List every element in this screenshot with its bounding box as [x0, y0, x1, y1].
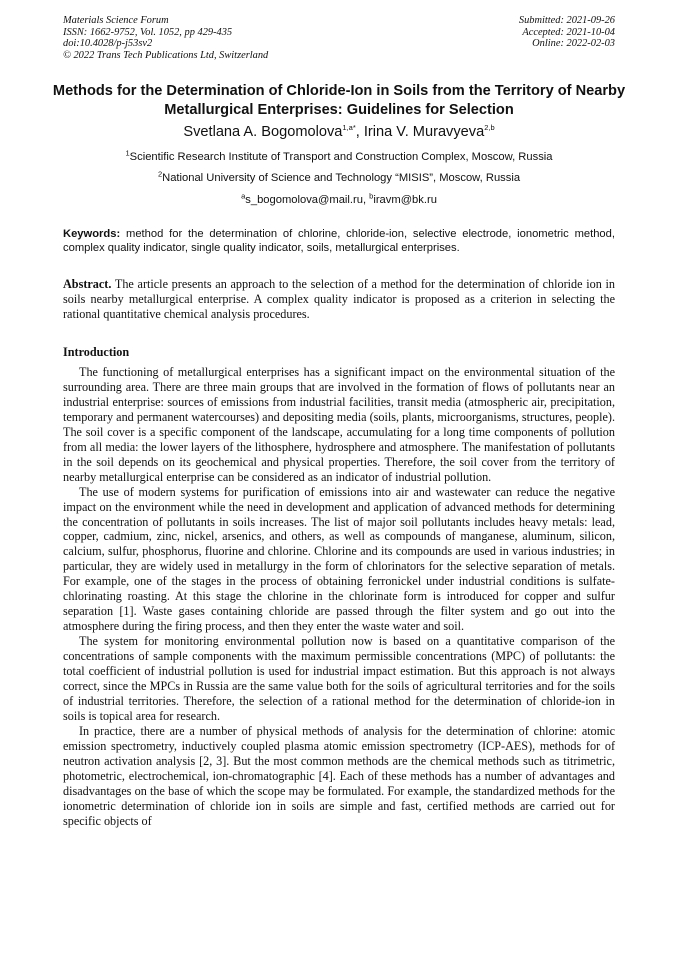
journal-name: Materials Science Forum — [63, 15, 169, 26]
accepted-date: Accepted: 2021-10-04 — [522, 26, 615, 38]
dates-info — [519, 15, 615, 50]
author-affiliation-mark: 1,a* — [342, 123, 356, 133]
affiliation-text: Scientific Research Institute of Transport and Construction Complex, Moscow, Russia — [129, 151, 553, 163]
paragraph: The use of modern systems for purification of emissions into air and wastewater can reduce the negative impact on the environment while the need in development and application of advanced methods for determining the concentration of pollutants in soils increases. The list of major soil pollutants includes heavy metals: lead, copper, cadmium, zinc, nickel, arsenics, and others, as well as compounds of manganese, aluminum, silicon, calcium, sulfur, phosphorus, fluorine and chlorine. Chlorine and its compounds are used in various industries; in particular, they are widely used in metallurgy in the form of chlorinators for the selective separation of metals. For example, one of the stages in the process of obtaining ferronickel under industrial conditions is sulfate-chlorinating roasting. At this stage the chlorine in the chlorinate form is introduced for copper and sulfur separation [1]. Waste gases containing chloride are passed through the filter system and go out into the atmosphere during the firing process, and then they enter the waste water and soil. — [63, 484, 615, 634]
affiliation-2 — [0, 169, 678, 184]
abstract-text: The article presents an approach to the selection of a method for the determination of chloride ion in soils nearby metallurgical enterprise. A complex quality indicator is proposed as a criterion in selecting the rational quantitative chemical analysis procedures. — [63, 277, 615, 322]
keywords-label: Keywords: — [63, 228, 121, 240]
author-affiliation-mark: 2,b — [484, 123, 495, 133]
author-list — [0, 124, 678, 140]
email-mark: a — [241, 191, 246, 201]
email-link[interactable]: s_bogomolova@mail.ru, — [245, 194, 370, 206]
paragraph: In practice, there are a number of physical methods of analysis for the determination of chlorine: atomic emission spectrometry, inductively coupled plasma atomic emission spectrometry (ICP-AES), methods for of neutron activation analysis [2, 3]. But the most common methods are the chemical methods such as titrimetric, photometric, electrochemical, ion-chromatographic [4]. Each of these methods has a number of advantages and disadvantages on the base of which the scope may be formulated. For example, the standardized methods for the ionometric determination of chloride ion in soils are simple and fast, certified methods are carried out for specific objects of — [63, 723, 615, 828]
abstract-block — [63, 277, 615, 322]
email-link[interactable]: iravm@bk.ru — [373, 194, 437, 206]
issn-line: ISSN: 1662-9752, Vol. 1052, pp 429-435 — [63, 26, 233, 38]
copyright-line: © 2022 Trans Tech Publications Ltd, Switzerland — [63, 49, 269, 61]
section-heading: Introduction — [63, 345, 130, 359]
keywords-text: method for the determination of chlorine, chloride-ion, selective electrode, ionometric method, complex quality indicator, single quality indicator, soils, metallurgical enterprises. — [63, 228, 615, 254]
email-mark: b — [369, 191, 374, 201]
paragraph: The functioning of metallurgical enterprises has a significant impact on the environmental situation of the surrounding area. There are three main groups that are involved in the formation of flows of pollutants near an industrial enterprise: sources of emissions from industrial facilities, transit media (atmospheric air, precipitation, temporary and permanent watercourses) and depositing media (soils, plants, microorganisms, structures, people). The soil cover is a specific component of the landscape, accumulating for a long time components of pollution from all media: the lower layers of the lithosphere, hydrosphere and atmosphere. The manifestation of pollutants in the soil depends on its geochemical and physical properties. Therefore, the soil cover from the territory of nearby metallurgical enterprise can be considered as an indicator of industrial pollution. — [63, 365, 615, 484]
author-name: Svetlana A. Bogomolova — [183, 124, 343, 140]
paragraph: The system for monitoring environmental pollution now is based on a quantitative comparison of the concentrations of sample components with the maximum permissible concentrations (MPC) of pollutants: the total coefficient of industrial pollution is used for industrial impact estimation. But this approach is not always correct, since the MPCs in Russia are the same value both for the soils of agricultural territories and for the soils of industrial territories. Therefore, the selection of a rational method for the determination of chloride-ion in soils is topical area for research. — [63, 634, 615, 723]
affiliation-mark: 2 — [157, 169, 163, 179]
author-separator: , — [355, 124, 364, 140]
body-text — [63, 365, 615, 829]
author-name: Irina V. Muravyeva — [363, 124, 485, 140]
email-line — [0, 191, 678, 206]
affiliation-1 — [0, 148, 678, 163]
keywords-block — [63, 227, 615, 255]
paper-title: Methods for the Determination of Chloride-Ion in Soils from the Territory of Nearby Metallurgical Enterprises: Guidelines for Selection — [52, 83, 626, 118]
affiliation-text: National University of Science and Technology “MISIS”, Moscow, Russia — [162, 172, 521, 184]
journal-info — [63, 15, 268, 61]
abstract-label: Abstract. — [63, 277, 112, 291]
online-date: Online: 2022-02-03 — [532, 38, 615, 50]
submitted-date: Submitted: 2021-09-26 — [518, 15, 615, 26]
affiliation-mark: 1 — [125, 148, 130, 158]
doi-line[interactable]: doi:10.4028/p-j53sv2 — [63, 38, 153, 50]
